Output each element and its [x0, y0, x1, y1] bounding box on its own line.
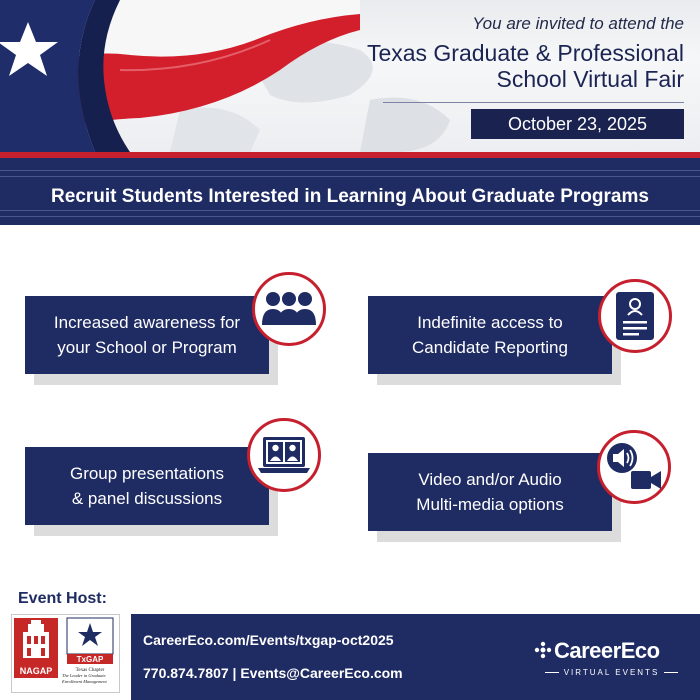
feature-card-reporting	[368, 296, 612, 374]
feature-line: Multi-media options	[416, 495, 564, 514]
host-logos	[11, 614, 120, 693]
fair-title	[324, 40, 684, 92]
banner-bottom-rule	[0, 210, 700, 217]
host-tagline: The Leader in Graduate Enrollment Management	[62, 673, 107, 684]
video-conference-laptop-icon	[247, 418, 321, 492]
feature-line: Indefinite access to	[417, 313, 563, 332]
feature-line: Increased awareness for	[53, 313, 241, 332]
email-link[interactable]: Events@CareerEco.com	[240, 665, 403, 681]
feature-line: your School or Program	[57, 338, 237, 357]
careereco-tagline: VIRTUAL EVENTS	[534, 668, 689, 677]
banner	[0, 158, 700, 225]
fair-title-line1: Texas Graduate & Professional	[366, 40, 684, 66]
fair-title-line2: School Virtual Fair	[496, 66, 684, 92]
texas-flag-graphic	[0, 0, 360, 152]
txgap-subtitle: Texas Chapter	[75, 668, 105, 673]
feature-line: & panel discussions	[71, 489, 223, 508]
careereco-logo	[534, 638, 689, 686]
nagap-wordmark: NAGAP	[19, 666, 53, 676]
feature-line: Group presentations	[69, 464, 225, 483]
feature-line: Video and/or Audio	[418, 470, 562, 489]
banner-top-rule	[0, 170, 700, 177]
footer-contact-bar	[131, 614, 700, 700]
header-hero	[0, 0, 700, 152]
feature-card-presentations	[25, 447, 269, 525]
event-date: October 23, 2025	[471, 109, 684, 139]
careereco-wordmark: CareerEco	[554, 638, 660, 663]
people-group-icon	[252, 272, 326, 346]
feature-card-awareness	[25, 296, 269, 374]
speaker-camera-icon	[597, 430, 671, 504]
phone-number[interactable]: 770.874.7807	[143, 665, 229, 681]
profile-document-icon	[598, 279, 672, 353]
title-divider	[383, 102, 684, 103]
invite-text: You are invited to attend the	[472, 14, 684, 33]
banner-heading: Recruit Students Interested in Learning About Graduate Programs	[51, 186, 649, 207]
event-host-label: Event Host:	[18, 590, 107, 607]
event-url-link[interactable]: CareerEco.com/Events/txgap-oct2025	[143, 632, 394, 648]
feature-line: Candidate Reporting	[412, 338, 568, 357]
careereco-mark-icon	[534, 641, 552, 659]
feature-card-multimedia	[368, 453, 612, 531]
txgap-wordmark: TxGAP	[76, 655, 104, 664]
contact-line	[143, 665, 403, 681]
nagap-txgap-logo	[12, 615, 119, 692]
contact-separator: |	[232, 665, 237, 681]
